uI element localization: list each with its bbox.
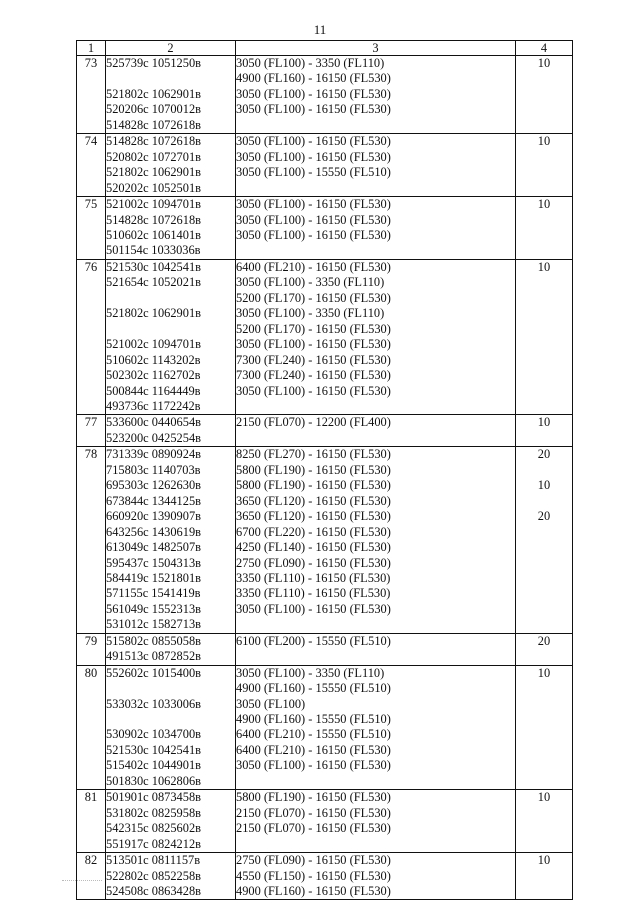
table-row bbox=[77, 743, 573, 758]
table-row bbox=[77, 712, 573, 727]
width-cell bbox=[516, 758, 573, 773]
coordinates-cell: 501830с 1062806в bbox=[106, 774, 236, 790]
width-cell bbox=[516, 821, 573, 836]
route-number: 81 bbox=[77, 790, 106, 806]
width-cell: 10 bbox=[516, 415, 573, 431]
table-row bbox=[77, 884, 573, 900]
altitude-range-cell: 6100 (FL200) - 15550 (FL510) bbox=[236, 633, 516, 649]
altitude-range-cell: 3050 (FL100) - 3350 (FL110) bbox=[236, 56, 516, 72]
width-cell: 10 bbox=[516, 259, 573, 275]
route-number bbox=[77, 71, 106, 86]
altitude-range-cell: 3050 (FL100) - 16150 (FL530) bbox=[236, 228, 516, 243]
table-row bbox=[77, 134, 573, 150]
route-number bbox=[77, 275, 106, 290]
table-row bbox=[77, 181, 573, 197]
coordinates-cell: 514828с 1072618в bbox=[106, 134, 236, 150]
width-cell bbox=[516, 213, 573, 228]
route-number bbox=[77, 463, 106, 478]
altitude-range-cell: 7300 (FL240) - 16150 (FL530) bbox=[236, 353, 516, 368]
header-col-2: 2 bbox=[106, 41, 236, 56]
width-cell bbox=[516, 540, 573, 555]
coordinates-cell: 521530с 1042541в bbox=[106, 743, 236, 758]
route-number bbox=[77, 556, 106, 571]
route-number bbox=[77, 291, 106, 306]
route-number bbox=[77, 571, 106, 586]
table-row bbox=[77, 368, 573, 383]
table-row bbox=[77, 665, 573, 681]
table-row bbox=[77, 509, 573, 524]
altitude-range-cell: 2750 (FL090) - 16150 (FL530) bbox=[236, 556, 516, 571]
table-row bbox=[77, 243, 573, 259]
width-cell bbox=[516, 556, 573, 571]
table-row bbox=[77, 697, 573, 712]
table-row bbox=[77, 602, 573, 617]
altitude-range-cell: 3050 (FL100) - 16150 (FL530) bbox=[236, 213, 516, 228]
route-number bbox=[77, 87, 106, 102]
route-number bbox=[77, 743, 106, 758]
table-row bbox=[77, 617, 573, 633]
altitude-range-cell bbox=[236, 399, 516, 415]
coordinates-cell: 520802с 1072701в bbox=[106, 150, 236, 165]
route-number bbox=[77, 540, 106, 555]
altitude-range-cell bbox=[236, 181, 516, 197]
altitude-range-cell: 3050 (FL100) - 16150 (FL530) bbox=[236, 384, 516, 399]
width-cell: 10 bbox=[516, 197, 573, 213]
coordinates-cell: 531012с 1582713в bbox=[106, 617, 236, 633]
table-row bbox=[77, 259, 573, 275]
coordinates-cell: 571155с 1541419в bbox=[106, 586, 236, 601]
route-number: 76 bbox=[77, 259, 106, 275]
route-number bbox=[77, 337, 106, 352]
width-cell bbox=[516, 617, 573, 633]
altitude-range-cell bbox=[236, 617, 516, 633]
coordinates-cell: 521530с 1042541в bbox=[106, 259, 236, 275]
altitude-range-cell: 4550 (FL150) - 16150 (FL530) bbox=[236, 869, 516, 884]
route-number bbox=[77, 837, 106, 853]
altitude-range-cell: 6400 (FL210) - 16150 (FL530) bbox=[236, 743, 516, 758]
route-number bbox=[77, 758, 106, 773]
airspace-table bbox=[76, 40, 573, 900]
width-cell bbox=[516, 571, 573, 586]
table-row bbox=[77, 431, 573, 447]
width-cell bbox=[516, 743, 573, 758]
table-row bbox=[77, 228, 573, 243]
route-number bbox=[77, 306, 106, 321]
table-row bbox=[77, 275, 573, 290]
coordinates-cell: 613049с 1482507в bbox=[106, 540, 236, 555]
altitude-range-cell: 3050 (FL100) - 16150 (FL530) bbox=[236, 197, 516, 213]
route-number bbox=[77, 431, 106, 447]
altitude-range-cell: 3050 (FL100) - 16150 (FL530) bbox=[236, 337, 516, 352]
route-number bbox=[77, 102, 106, 117]
width-cell bbox=[516, 150, 573, 165]
width-cell bbox=[516, 602, 573, 617]
width-cell bbox=[516, 291, 573, 306]
coordinates-cell bbox=[106, 681, 236, 696]
altitude-range-cell: 2750 (FL090) - 16150 (FL530) bbox=[236, 853, 516, 869]
altitude-range-cell: 3050 (FL100) - 16150 (FL530) bbox=[236, 134, 516, 150]
route-number bbox=[77, 368, 106, 383]
width-cell bbox=[516, 243, 573, 259]
table-row bbox=[77, 681, 573, 696]
coordinates-cell: 522802с 0852258в bbox=[106, 869, 236, 884]
route-number bbox=[77, 697, 106, 712]
coordinates-cell bbox=[106, 71, 236, 86]
altitude-range-cell: 3050 (FL100) - 16150 (FL530) bbox=[236, 102, 516, 117]
route-number bbox=[77, 399, 106, 415]
altitude-range-cell: 8250 (FL270) - 16150 (FL530) bbox=[236, 447, 516, 463]
coordinates-cell: 523200с 0425254в bbox=[106, 431, 236, 447]
route-group bbox=[77, 790, 573, 853]
table-row bbox=[77, 102, 573, 117]
width-cell bbox=[516, 87, 573, 102]
table-row bbox=[77, 727, 573, 742]
route-group bbox=[77, 447, 573, 633]
altitude-range-cell: 3050 (FL100) - 16150 (FL530) bbox=[236, 602, 516, 617]
width-cell: 10 bbox=[516, 790, 573, 806]
table-row bbox=[77, 774, 573, 790]
width-cell: 10 bbox=[516, 478, 573, 493]
width-cell bbox=[516, 463, 573, 478]
altitude-range-cell: 2150 (FL070) - 16150 (FL530) bbox=[236, 806, 516, 821]
coordinates-cell: 510602с 1061401в bbox=[106, 228, 236, 243]
width-cell bbox=[516, 586, 573, 601]
table-row bbox=[77, 87, 573, 102]
table-row bbox=[77, 447, 573, 463]
altitude-range-cell: 5800 (FL190) - 16150 (FL530) bbox=[236, 463, 516, 478]
table-row bbox=[77, 71, 573, 86]
page-edge-mark bbox=[62, 880, 102, 882]
coordinates-cell: 715803с 1140703в bbox=[106, 463, 236, 478]
width-cell: 20 bbox=[516, 509, 573, 524]
width-cell bbox=[516, 712, 573, 727]
table-row bbox=[77, 586, 573, 601]
route-group bbox=[77, 56, 573, 134]
table-row bbox=[77, 837, 573, 853]
coordinates-cell: 520206с 1070012в bbox=[106, 102, 236, 117]
altitude-range-cell: 3050 (FL100) - 16150 (FL530) bbox=[236, 758, 516, 773]
altitude-range-cell: 3350 (FL110) - 16150 (FL530) bbox=[236, 571, 516, 586]
width-cell bbox=[516, 165, 573, 180]
table-row bbox=[77, 306, 573, 321]
altitude-range-cell: 3050 (FL100) - 3350 (FL110) bbox=[236, 275, 516, 290]
coordinates-cell: 520202с 1052501в bbox=[106, 181, 236, 197]
table-row bbox=[77, 463, 573, 478]
table-row bbox=[77, 384, 573, 399]
coordinates-cell: 521802с 1062901в bbox=[106, 306, 236, 321]
width-cell: 10 bbox=[516, 853, 573, 869]
width-cell bbox=[516, 306, 573, 321]
width-cell bbox=[516, 275, 573, 290]
altitude-range-cell: 5800 (FL190) - 16150 (FL530) bbox=[236, 790, 516, 806]
altitude-range-cell: 3050 (FL100) bbox=[236, 697, 516, 712]
width-cell: 20 bbox=[516, 447, 573, 463]
coordinates-cell: 533600с 0440654в bbox=[106, 415, 236, 431]
coordinates-cell: 493736с 1172242в bbox=[106, 399, 236, 415]
route-group bbox=[77, 197, 573, 260]
coordinates-cell: 530902с 1034700в bbox=[106, 727, 236, 742]
table-row bbox=[77, 56, 573, 72]
width-cell bbox=[516, 649, 573, 665]
coordinates-cell: 673844с 1344125в bbox=[106, 494, 236, 509]
width-cell bbox=[516, 228, 573, 243]
route-number bbox=[77, 243, 106, 259]
width-cell: 10 bbox=[516, 134, 573, 150]
altitude-range-cell: 3350 (FL110) - 16150 (FL530) bbox=[236, 586, 516, 601]
route-number: 74 bbox=[77, 134, 106, 150]
route-number bbox=[77, 727, 106, 742]
coordinates-cell: 695303с 1262630в bbox=[106, 478, 236, 493]
route-number bbox=[77, 213, 106, 228]
width-cell: 10 bbox=[516, 665, 573, 681]
route-number: 78 bbox=[77, 447, 106, 463]
altitude-range-cell: 3050 (FL100) - 3350 (FL110) bbox=[236, 306, 516, 321]
table-row bbox=[77, 213, 573, 228]
coordinates-cell: 524508с 0863428в bbox=[106, 884, 236, 900]
altitude-range-cell: 3650 (FL120) - 16150 (FL530) bbox=[236, 509, 516, 524]
width-cell bbox=[516, 384, 573, 399]
coordinates-cell: 584419с 1521801в bbox=[106, 571, 236, 586]
width-cell bbox=[516, 431, 573, 447]
table-row bbox=[77, 649, 573, 665]
width-cell bbox=[516, 322, 573, 337]
width-cell bbox=[516, 118, 573, 134]
altitude-range-cell: 5200 (FL170) - 16150 (FL530) bbox=[236, 291, 516, 306]
coordinates-cell: 501901с 0873458в bbox=[106, 790, 236, 806]
route-group bbox=[77, 134, 573, 197]
route-group bbox=[77, 853, 573, 900]
table-row bbox=[77, 415, 573, 431]
altitude-range-cell: 6400 (FL210) - 16150 (FL530) bbox=[236, 259, 516, 275]
altitude-range-cell: 2150 (FL070) - 12200 (FL400) bbox=[236, 415, 516, 431]
table-row bbox=[77, 291, 573, 306]
altitude-range-cell: 4900 (FL160) - 15550 (FL510) bbox=[236, 712, 516, 727]
route-number bbox=[77, 617, 106, 633]
altitude-range-cell: 4900 (FL160) - 15550 (FL510) bbox=[236, 681, 516, 696]
coordinates-cell: 533032с 1033006в bbox=[106, 697, 236, 712]
table-row bbox=[77, 821, 573, 836]
coordinates-cell: 551917с 0824212в bbox=[106, 837, 236, 853]
route-number bbox=[77, 602, 106, 617]
coordinates-cell bbox=[106, 291, 236, 306]
width-cell bbox=[516, 71, 573, 86]
coordinates-cell: 513501с 0811157в bbox=[106, 853, 236, 869]
route-group bbox=[77, 633, 573, 665]
coordinates-cell: 525739с 1051250в bbox=[106, 56, 236, 72]
route-number bbox=[77, 478, 106, 493]
altitude-range-cell bbox=[236, 118, 516, 134]
altitude-range-cell: 4250 (FL140) - 16150 (FL530) bbox=[236, 540, 516, 555]
route-group bbox=[77, 415, 573, 447]
width-cell bbox=[516, 681, 573, 696]
table-row bbox=[77, 540, 573, 555]
altitude-range-cell bbox=[236, 431, 516, 447]
table-row bbox=[77, 790, 573, 806]
coordinates-cell: 491513с 0872852в bbox=[106, 649, 236, 665]
route-number bbox=[77, 712, 106, 727]
altitude-range-cell: 3050 (FL100) - 3350 (FL110) bbox=[236, 665, 516, 681]
route-number bbox=[77, 821, 106, 836]
altitude-range-cell bbox=[236, 774, 516, 790]
route-number bbox=[77, 586, 106, 601]
table-row bbox=[77, 633, 573, 649]
altitude-range-cell: 6400 (FL210) - 15550 (FL510) bbox=[236, 727, 516, 742]
route-group bbox=[77, 259, 573, 415]
width-cell bbox=[516, 102, 573, 117]
route-number bbox=[77, 806, 106, 821]
route-number bbox=[77, 150, 106, 165]
altitude-range-cell: 5200 (FL170) - 16150 (FL530) bbox=[236, 322, 516, 337]
route-group bbox=[77, 665, 573, 790]
coordinates-cell: 515402с 1044901в bbox=[106, 758, 236, 773]
coordinates-cell: 531802с 0825958в bbox=[106, 806, 236, 821]
coordinates-cell: 515802с 0855058в bbox=[106, 633, 236, 649]
coordinates-cell: 595437с 1504313в bbox=[106, 556, 236, 571]
altitude-range-cell: 4900 (FL160) - 16150 (FL530) bbox=[236, 884, 516, 900]
route-number bbox=[77, 322, 106, 337]
table-row bbox=[77, 150, 573, 165]
coordinates-cell: 521002с 1094701в bbox=[106, 337, 236, 352]
coordinates-cell: 660920с 1390907в bbox=[106, 509, 236, 524]
coordinates-cell: 521002с 1094701в bbox=[106, 197, 236, 213]
width-cell bbox=[516, 869, 573, 884]
coordinates-cell: 510602с 1143202в bbox=[106, 353, 236, 368]
route-number: 80 bbox=[77, 665, 106, 681]
table-row bbox=[77, 353, 573, 368]
route-number bbox=[77, 681, 106, 696]
coordinates-cell: 514828с 1072618в bbox=[106, 213, 236, 228]
route-number bbox=[77, 494, 106, 509]
width-cell bbox=[516, 697, 573, 712]
coordinates-cell: 501154с 1033036в bbox=[106, 243, 236, 259]
table-row bbox=[77, 806, 573, 821]
altitude-range-cell: 4900 (FL160) - 16150 (FL530) bbox=[236, 71, 516, 86]
route-number bbox=[77, 525, 106, 540]
page-number: 11 bbox=[313, 22, 327, 37]
width-cell: 20 bbox=[516, 633, 573, 649]
altitude-range-cell: 7300 (FL240) - 16150 (FL530) bbox=[236, 368, 516, 383]
route-number bbox=[77, 774, 106, 790]
route-number bbox=[77, 181, 106, 197]
header-col-1: 1 bbox=[77, 41, 106, 56]
coordinates-cell: 514828с 1072618в bbox=[106, 118, 236, 134]
width-cell bbox=[516, 525, 573, 540]
coordinates-cell: 561049с 1552313в bbox=[106, 602, 236, 617]
table-row bbox=[77, 853, 573, 869]
table-row bbox=[77, 571, 573, 586]
table-row bbox=[77, 494, 573, 509]
coordinates-cell bbox=[106, 322, 236, 337]
altitude-range-cell: 6700 (FL220) - 16150 (FL530) bbox=[236, 525, 516, 540]
altitude-range-cell: 3050 (FL100) - 16150 (FL530) bbox=[236, 87, 516, 102]
coordinates-cell bbox=[106, 712, 236, 727]
route-number: 73 bbox=[77, 56, 106, 72]
route-number: 79 bbox=[77, 633, 106, 649]
table-row bbox=[77, 556, 573, 571]
coordinates-cell: 643256с 1430619в bbox=[106, 525, 236, 540]
coordinates-cell: 542315с 0825602в bbox=[106, 821, 236, 836]
route-number bbox=[77, 509, 106, 524]
table-row bbox=[77, 322, 573, 337]
altitude-range-cell: 3050 (FL100) - 16150 (FL530) bbox=[236, 150, 516, 165]
coordinates-cell: 500844с 1164449в bbox=[106, 384, 236, 399]
coordinates-cell: 552602с 1015400в bbox=[106, 665, 236, 681]
width-cell bbox=[516, 181, 573, 197]
table-row bbox=[77, 337, 573, 352]
altitude-range-cell: 5800 (FL190) - 16150 (FL530) bbox=[236, 478, 516, 493]
width-cell bbox=[516, 337, 573, 352]
width-cell bbox=[516, 806, 573, 821]
route-number bbox=[77, 118, 106, 134]
width-cell bbox=[516, 399, 573, 415]
table-row bbox=[77, 869, 573, 884]
width-cell bbox=[516, 494, 573, 509]
table-row bbox=[77, 758, 573, 773]
route-number bbox=[77, 649, 106, 665]
altitude-range-cell: 3650 (FL120) - 16150 (FL530) bbox=[236, 494, 516, 509]
width-cell bbox=[516, 774, 573, 790]
coordinates-cell: 521654с 1052021в bbox=[106, 275, 236, 290]
table-row bbox=[77, 118, 573, 134]
table-row bbox=[77, 525, 573, 540]
coordinates-cell: 502302с 1162702в bbox=[106, 368, 236, 383]
table-row bbox=[77, 399, 573, 415]
table-row bbox=[77, 165, 573, 180]
route-number bbox=[77, 884, 106, 900]
table-row bbox=[77, 197, 573, 213]
width-cell: 10 bbox=[516, 56, 573, 72]
width-cell bbox=[516, 837, 573, 853]
coordinates-cell: 731339с 0890924в bbox=[106, 447, 236, 463]
width-cell bbox=[516, 368, 573, 383]
width-cell bbox=[516, 884, 573, 900]
route-number bbox=[77, 165, 106, 180]
route-number: 82 bbox=[77, 853, 106, 869]
route-number: 75 bbox=[77, 197, 106, 213]
coordinates-cell: 521802с 1062901в bbox=[106, 165, 236, 180]
altitude-range-cell bbox=[236, 649, 516, 665]
width-cell bbox=[516, 353, 573, 368]
header-col-3: 3 bbox=[236, 41, 516, 56]
route-number: 77 bbox=[77, 415, 106, 431]
width-cell bbox=[516, 727, 573, 742]
altitude-range-cell bbox=[236, 243, 516, 259]
route-number bbox=[77, 228, 106, 243]
header-col-4: 4 bbox=[516, 41, 573, 56]
altitude-range-cell bbox=[236, 837, 516, 853]
route-number bbox=[77, 353, 106, 368]
table-row bbox=[77, 478, 573, 493]
coordinates-cell: 521802с 1062901в bbox=[106, 87, 236, 102]
altitude-range-cell: 3050 (FL100) - 15550 (FL510) bbox=[236, 165, 516, 180]
route-number bbox=[77, 384, 106, 399]
table-header bbox=[77, 41, 573, 56]
altitude-range-cell: 2150 (FL070) - 16150 (FL530) bbox=[236, 821, 516, 836]
